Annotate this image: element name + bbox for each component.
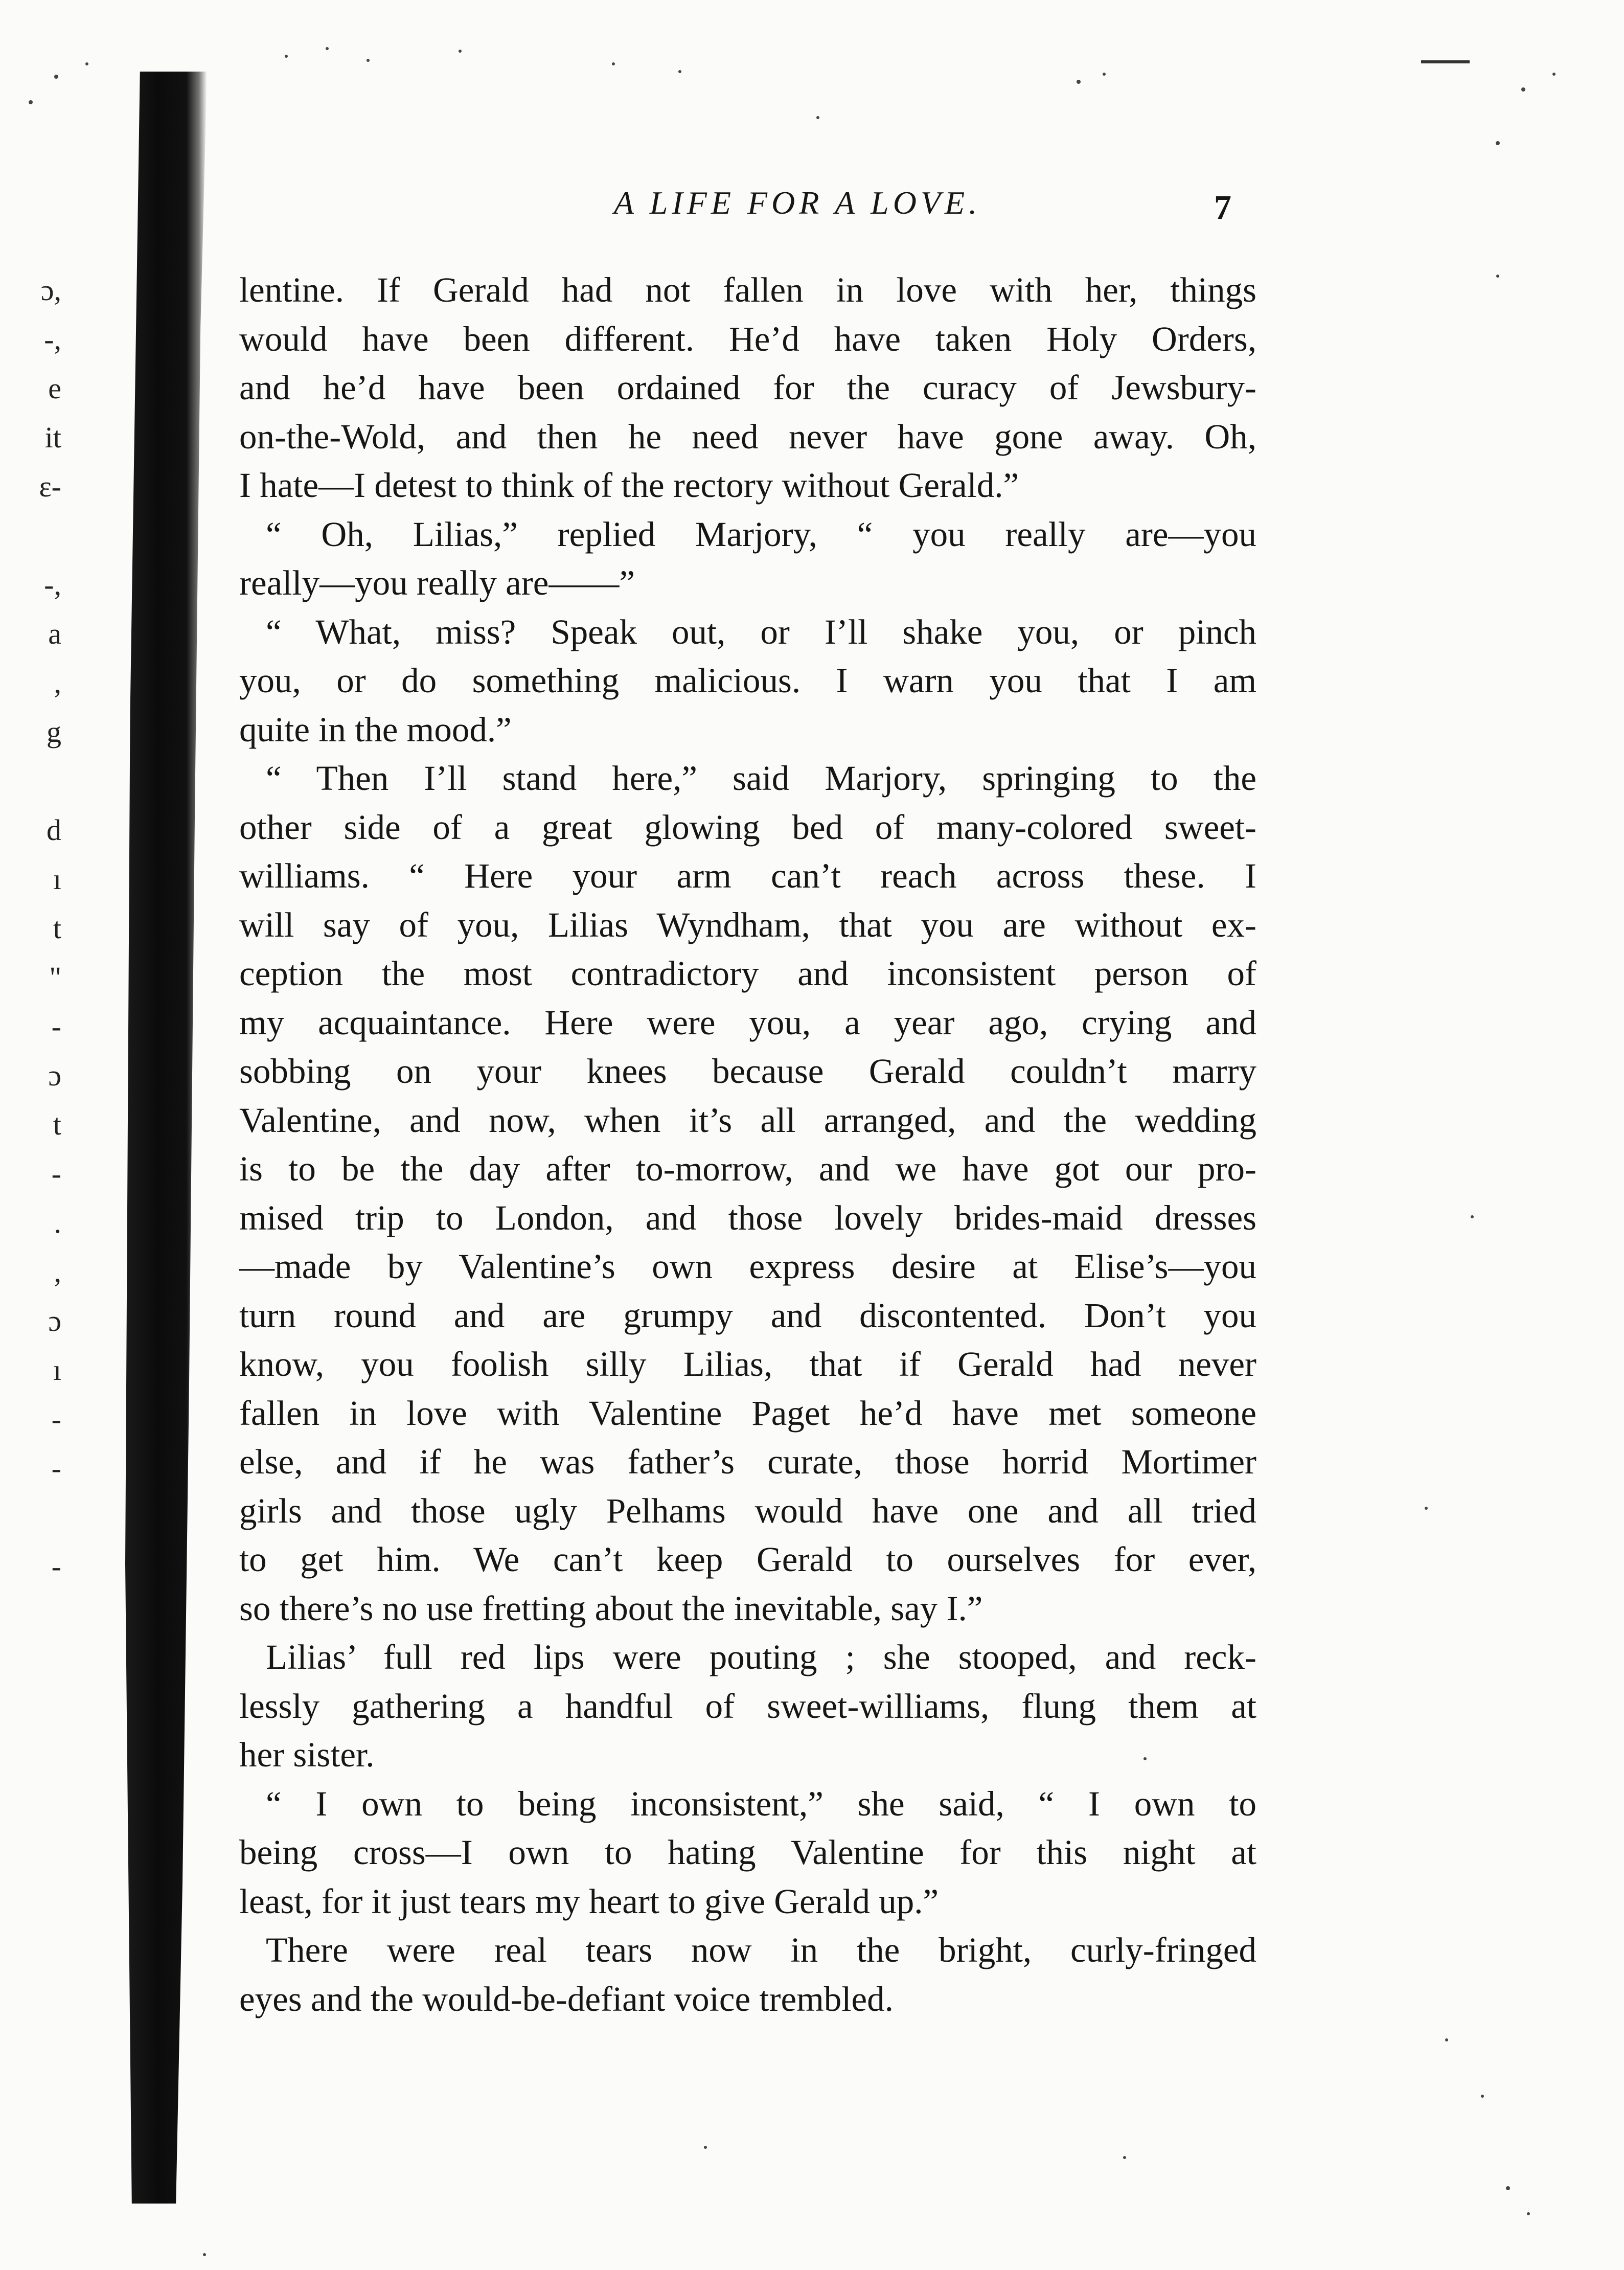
- fragment: a: [48, 617, 61, 650]
- text-line: lessly gathering a handful of sweet-williams, flung them at: [239, 1686, 1256, 1726]
- text-line: —made by Valentine’s own express desire at Elise’s—you: [239, 1247, 1256, 1286]
- fragment: t: [53, 912, 61, 945]
- fragment: ɔ,: [40, 274, 61, 307]
- fragment: [0, 511, 77, 560]
- text-line: other side of a great glowing bed of many-colored sweet-: [239, 807, 1256, 847]
- running-title: A LIFE FOR A LOVE.: [613, 185, 981, 221]
- text-line: being cross—I own to hating Valentine for this night at: [239, 1833, 1256, 1872]
- fragment: ": [49, 961, 61, 994]
- fragment: [0, 1493, 77, 1542]
- text-line: ception the most contradictory and inconsistent person of: [239, 954, 1256, 993]
- text-line: “ Oh, Lilias,” replied Marjory, “ you really are—you: [266, 514, 1256, 554]
- binding-gutter: [125, 72, 207, 2204]
- text-line: and he’d have been ordained for the curacy of Jewsbury-: [239, 368, 1256, 407]
- fragment: ,: [54, 666, 61, 699]
- fragment: g: [47, 715, 61, 748]
- text-line: will say of you, Lilias Wyndham, that you are without ex-: [239, 905, 1256, 944]
- text-line: you, or do something malicious. I warn you that I am: [239, 661, 1256, 700]
- fragment: -: [51, 1550, 61, 1583]
- text-line: “ What, miss? Speak out, or I’ll shake you, or pinch: [266, 612, 1256, 651]
- text-line: williams. “ Here your arm can’t reach across these. I: [239, 856, 1256, 895]
- fragment: -: [51, 1010, 61, 1043]
- text-line: girls and those ugly Pelhams would have one and all tried: [239, 1491, 1256, 1530]
- page-number: 7: [1214, 188, 1231, 226]
- text-line: fallen in love with Valentine Paget he’d have met someone: [239, 1393, 1256, 1433]
- text-line: know, you foolish silly Lilias, that if Gerald had never: [239, 1345, 1256, 1383]
- fragment: -,: [44, 568, 61, 601]
- text-line: I hate—I detest to think of the rectory without Gerald.”: [239, 466, 1019, 505]
- fragment: t: [53, 1108, 61, 1141]
- text-line: Valentine, and now, when it’s all arranged, and the wedding: [239, 1100, 1256, 1140]
- fragment: ɔ: [48, 1059, 61, 1092]
- fragment: it: [44, 421, 61, 454]
- text-line: least, for it just tears my heart to give Gerald up.”: [239, 1881, 939, 1921]
- text-line: my acquaintance. Here were you, a year ago, crying and: [239, 1003, 1256, 1042]
- fragment: ɔ: [48, 1304, 61, 1337]
- text-line: mised trip to London, and those lovely brides-maid dresses: [239, 1198, 1256, 1237]
- fragment: ɛ-: [39, 470, 61, 503]
- text-line: so there’s no use fretting about the inevitable, say I.”: [239, 1588, 983, 1628]
- fragment: -: [51, 1402, 61, 1436]
- fragment: -: [51, 1451, 61, 1485]
- text-line: sobbing on your knees because Gerald couldn’t marry: [239, 1052, 1256, 1091]
- text-line: her sister.: [239, 1735, 375, 1774]
- fragment: ,: [54, 1255, 61, 1288]
- text-line: turn round and are grumpy and discontented. Don’t you: [239, 1296, 1256, 1335]
- fragment: .: [54, 1206, 61, 1239]
- text-line: is to be the day after to-morrow, and we have got our pro-: [239, 1149, 1256, 1188]
- text-line: to get him. We can’t keep Gerald to ourselves for ever,: [239, 1540, 1256, 1579]
- text-line: eyes and the would-be-defiant voice trembled.: [239, 1979, 894, 2018]
- text-line: really—you really are——”: [239, 563, 635, 602]
- text-line: Lilias’ full red lips were pouting ; she stooped, and reck-: [266, 1638, 1256, 1676]
- fragment: ı: [53, 1353, 61, 1387]
- fragment: e: [48, 372, 61, 405]
- previous-page-fragments: [0, 266, 77, 1591]
- text-line: “ I own to being inconsistent,” she said, “ I own to: [266, 1784, 1256, 1823]
- text-line: else, and if he was father’s curate, those horrid Mortimer: [239, 1442, 1256, 1481]
- text-line: quite in the mood.”: [239, 710, 512, 749]
- text-line: There were real tears now in the bright, curly-fringed: [266, 1931, 1256, 1969]
- text-line: “ Then I’ll stand here,” said Marjory, springing to the: [266, 759, 1256, 798]
- body-text: [239, 266, 1256, 2024]
- fragment: [0, 757, 77, 806]
- text-line: on-the-Wold, and then he need never have gone away. Oh,: [239, 417, 1256, 456]
- text-line: would have been different. He’d have taken Holy Orders,: [239, 319, 1256, 358]
- fragment: ı: [53, 862, 61, 896]
- running-head: [240, 184, 1263, 226]
- fragment: -,: [44, 323, 61, 356]
- text-line: lentine. If Gerald had not fallen in love with her, things: [239, 270, 1256, 309]
- fragment: d: [47, 813, 61, 847]
- fragment: -: [51, 1157, 61, 1190]
